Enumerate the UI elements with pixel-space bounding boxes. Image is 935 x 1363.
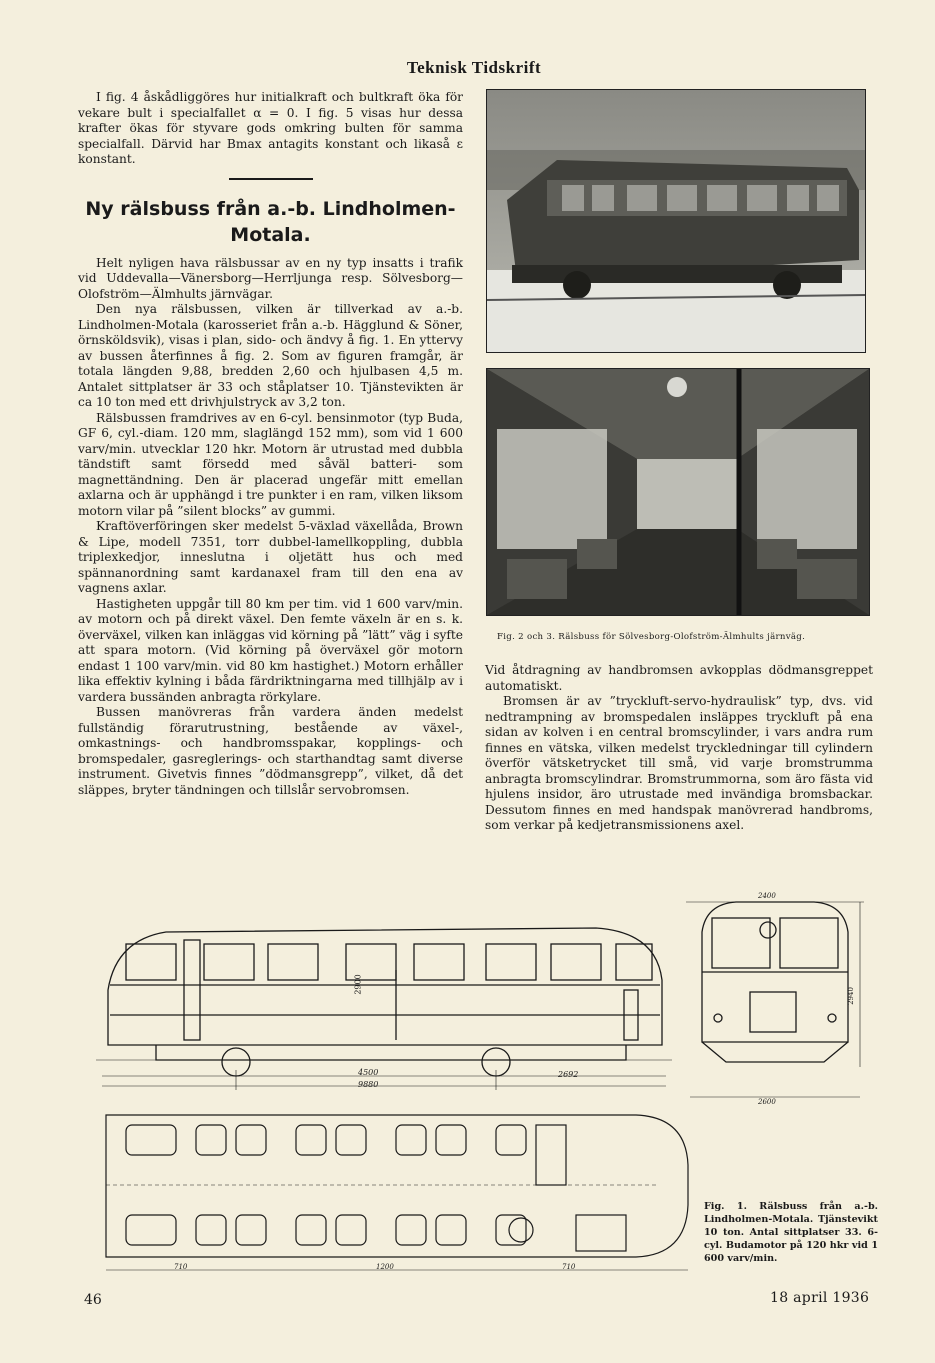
article-paragraph: Kraftöverföringen sker medelst 5-växlad växellåda, Brown & Lipe, modell 7351, torr dubbel-lamellkoppling, dubbla triplexkedjor, inneslutna i oljetätt hus och med spännanordning samt kardanaxel fram till den ena av vagnens axlar.: [78, 519, 463, 595]
dimension-plan-b: 1200: [376, 1263, 394, 1271]
dimension-length: 9880: [358, 1080, 379, 1089]
issue-date: 18 april 1936: [770, 1290, 870, 1306]
photo-railbus-exterior: [486, 89, 866, 353]
article-paragraph: Bussen manövreras från vardera änden medelst fullständig förarutrustning, bestående av växel-, omkastnings- och handbromsspakar, kopplings- och bromspedaler, gasreglerings- och starthandtag samt diverse instrument. Givetvis finnes ”dödmansgrepp”, vilket, då det släppes, bryter tändningen och tillslår servobromsen.: [78, 705, 463, 797]
drawing-plan-view: [96, 1105, 692, 1285]
left-column: [78, 90, 463, 798]
dimension-plan-a: 710: [174, 1263, 188, 1271]
article-paragraph: Bromsen är av ”tryckluft-servo-hydraulisk” typ, dvs. vid nedtrampning av bromspedalen insläppes tryckluft på ena sidan av kolven i en central bromscylinder, i vars andra rum finnes en vätska, vilken medelst tryckledningar till cylindern överför vätsketrycket till små, vid varje bromstrumma anbragta bromscylindrar. Bromstrummorna, som äro fästa vid hjulens insidor, äro utrustade med invändiga bromsbackar. Dessutom finnes en med handspak manövrerad handbroms, som verkar på kedjetransmissionens axel.: [485, 694, 873, 832]
dimension-height-side: 2900: [353, 974, 363, 995]
article-paragraph: Vid åtdragning av handbromsen avkopplas dödmansgreppet automatiskt.: [485, 663, 873, 693]
dimension-width-top: 2400: [758, 892, 776, 900]
dimension-overhang: 2692: [558, 1070, 579, 1079]
section-divider: [229, 178, 313, 180]
drawing-side-elevation: [96, 910, 672, 1100]
article-paragraph: Helt nyligen hava rälsbussar av en ny typ insatts i trafik vid Uddevalla—Vänersborg—Herrljunga resp. Sölvesborg—Olofström—Älmhults järnvägar.: [78, 255, 463, 301]
dimension-wheelbase: 4500: [358, 1068, 379, 1077]
figure1-caption: Fig. 1. Rälsbuss från a.-b. Lindholmen-Motala. Tjänstevikt 10 ton. Antal sittplatser 33. 6-cyl. Budamotor på 120 hkr vid 1 600 varv/min.: [704, 1201, 878, 1264]
article-paragraph: Rälsbussen framdrives av en 6-cyl. bensinmotor (typ Buda, GF 6, cyl.-diam. 120 mm, slaglängd 152 mm), som vid 1 600 varv/min. utvecklar 120 hkr. Motorn är utrustad med dubbla tändstift samt försedd med såväl batteri- som magnettändning. Den är placerad ungefär mitt emellan axlarna och är upphängd i tre punkter i en ram, vilken liksom motorn vilar på ”silent blocks” av gummi.: [78, 410, 463, 518]
article-paragraph: Den nya rälsbussen, vilken är tillverkad av a.-b. Lindholmen-Motala (karosseriet från a.-b. Hägglund & Söner, örnsköldsvik), visas i plan, sido- och ändvy å fig. 1. En yttervy av bussen återfinnes å fig. 2. Som av figuren framgår, är totala längden 9,88, bredden 2,60 och hjulbasen 4,5 m. Antalet sittplatser är 33 och ståplatser 10. Tjänstevikten är ca 10 ton med ett drivhjulstryck av 3,2 ton.: [78, 302, 463, 409]
masthead: Teknisk Tidskrift: [406, 58, 542, 77]
article-headline: Ny rälsbuss från a.-b. Lindholmen-Motala.: [85, 197, 456, 246]
article-paragraph: Hastigheten uppgår till 80 km per tim. vid 1 600 varv/min. av motorn och på direkt växel. Den femte växeln är en s. k. överväxel, vilken kan inläggas vid körning på ”lätt” väg i syfte att spara motorn. (Vid körning på överväxel gör motorn endast 1 100 varv/min. vid 80 km hastighet.) Motorn erhåller lika effektiv kylning i båda färdriktningarna med tillhjälp av i vardera bussänden anbragta rörkylare.: [78, 596, 463, 704]
right-column: [485, 663, 873, 834]
photo-caption: Fig. 2 och 3. Rälsbuss för Sölvesborg-Olofström-Älmhults järnväg.: [497, 632, 806, 642]
photo-railbus-interior: [486, 368, 870, 616]
drawing-end-view: [686, 892, 864, 1110]
dimension-height-end: 2940: [846, 987, 855, 1005]
intro-paragraph: I fig. 4 åskådliggöres hur initialkraft och bultkraft öka för vekare bult i specialfallet α = 0. I fig. 5 visas hur dessa krafter ökas för styvare gods omkring bulten för samma specialfall. Därvid har Bmax antagits konstant och likaså ε konstant.: [78, 90, 463, 166]
page-number: 46: [84, 1292, 102, 1308]
dimension-width-bottom: 2600: [758, 1098, 776, 1106]
dimension-plan-c: 710: [562, 1263, 576, 1271]
